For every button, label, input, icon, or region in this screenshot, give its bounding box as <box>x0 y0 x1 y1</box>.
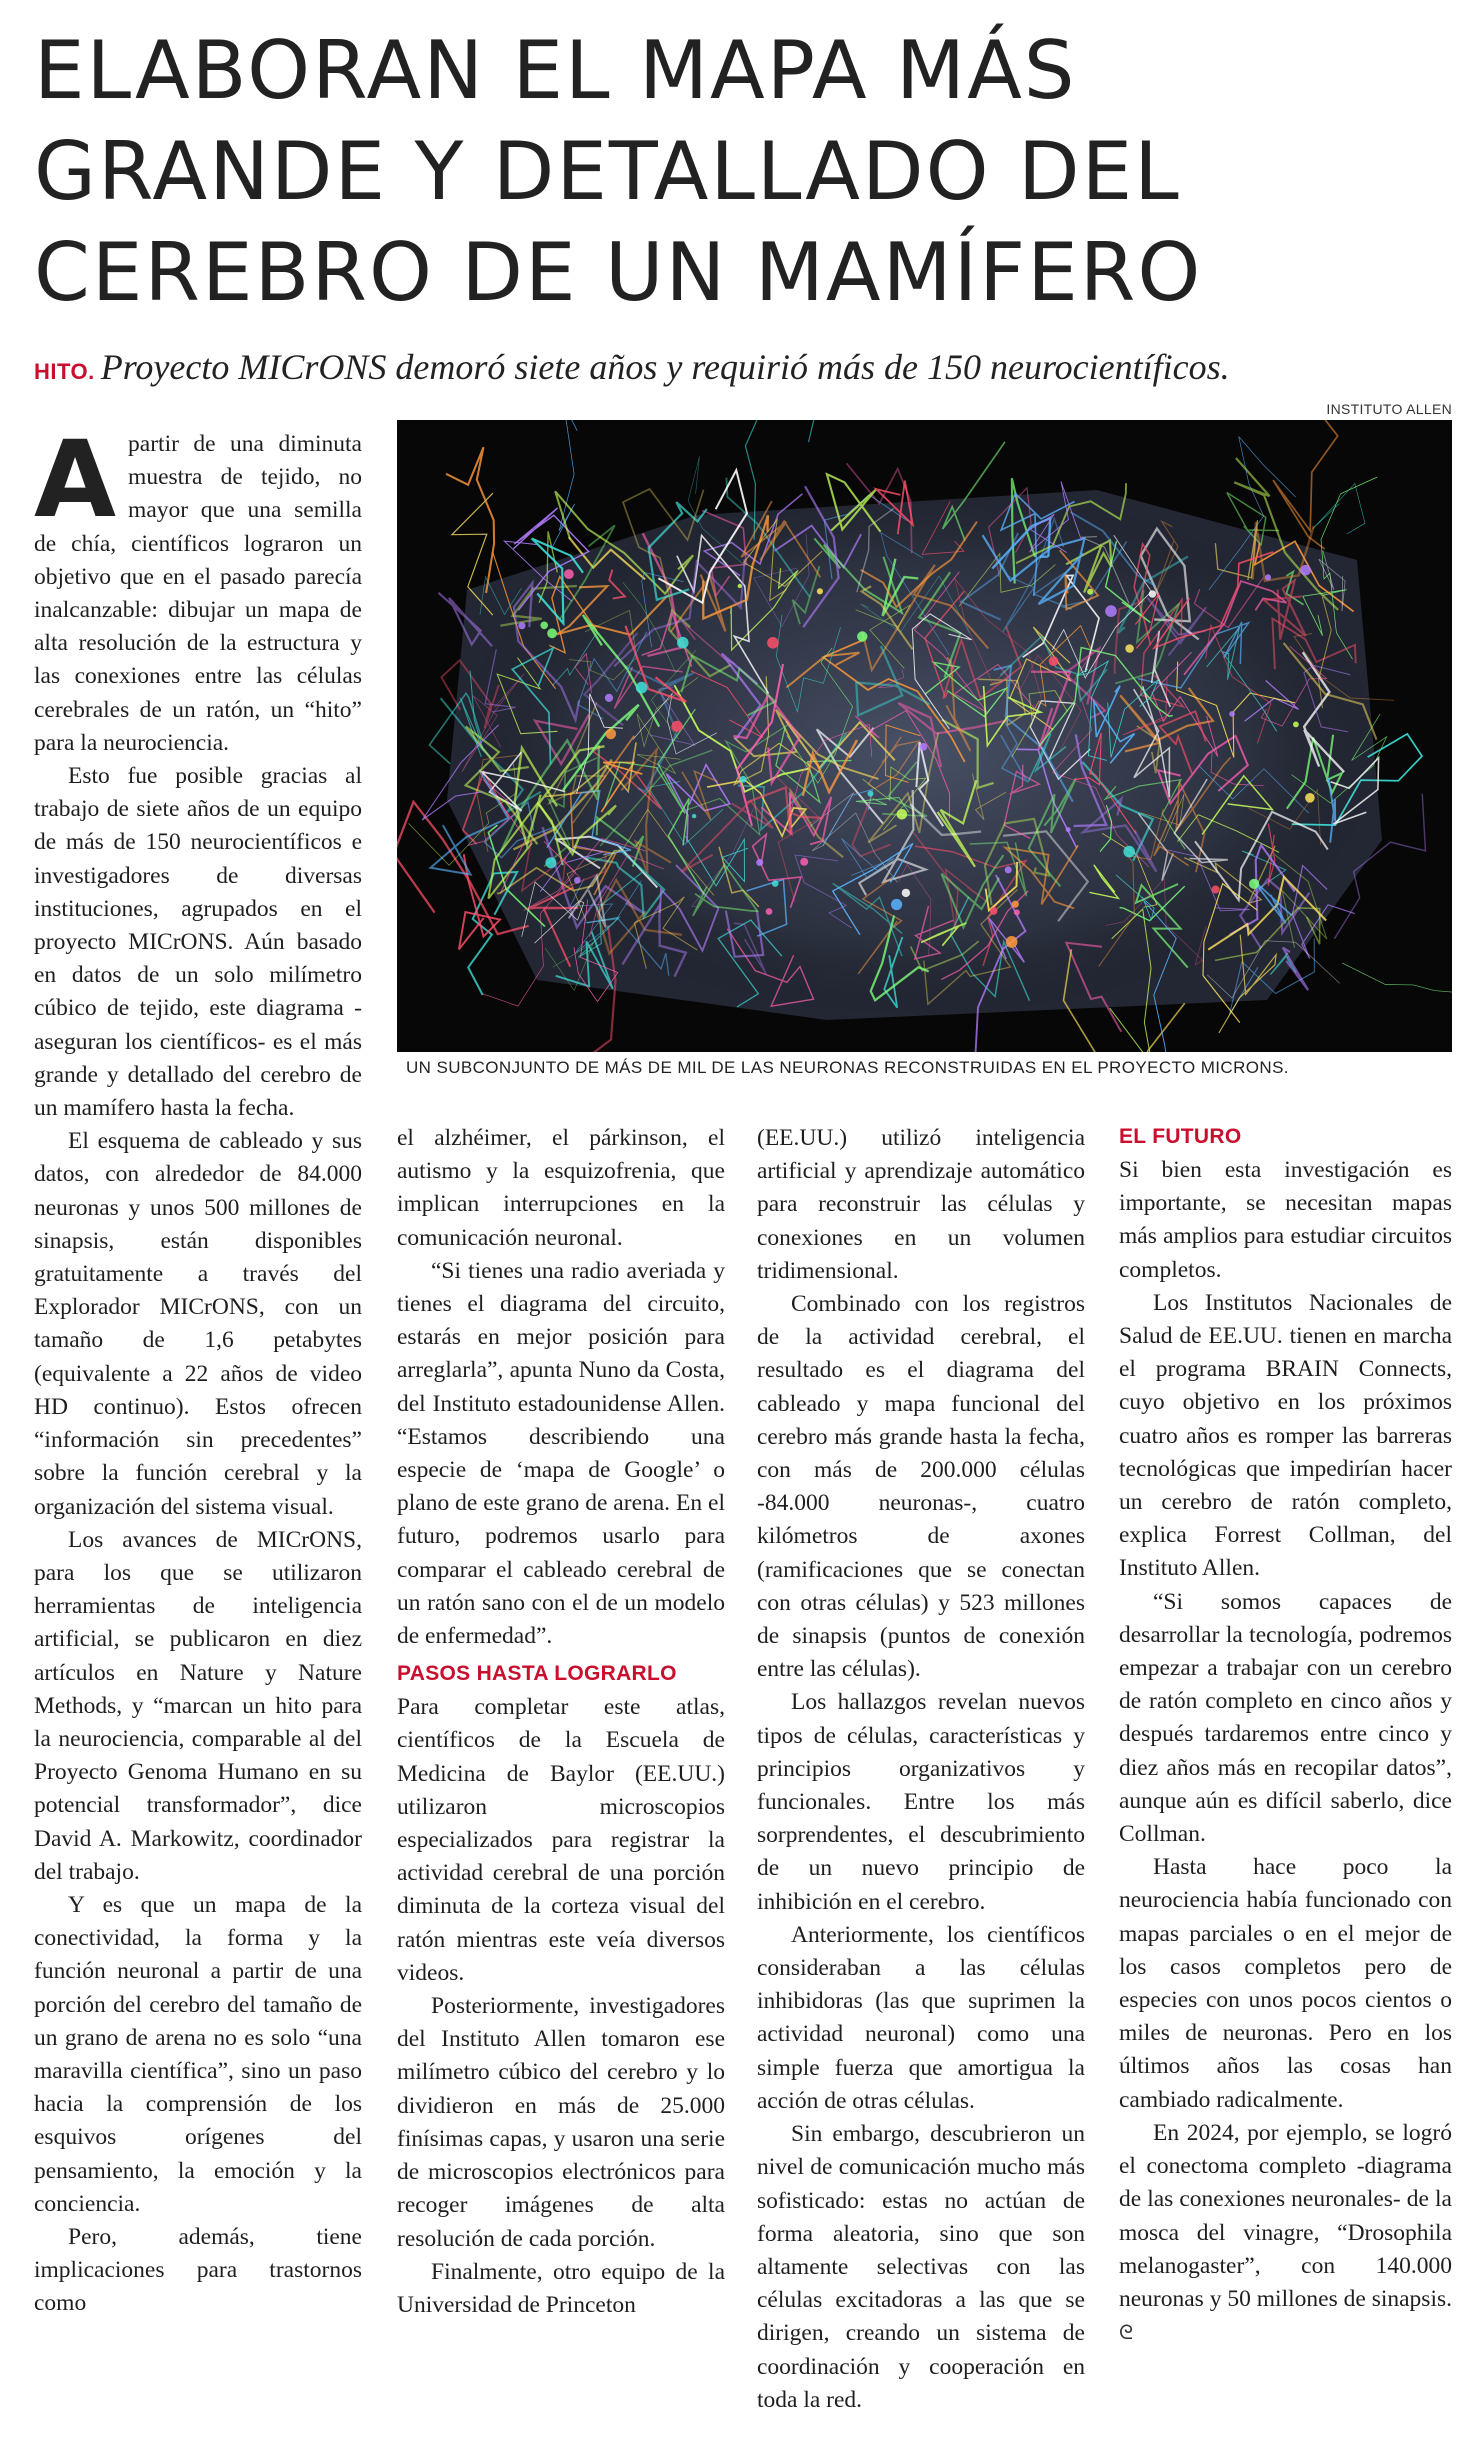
paragraph: Esto fue posible gracias al trabajo de siete años de un equipo de más de 150 neurocientíficos e investigadores de diversas instituciones, agrupados en el proyecto MICrONS. Aún basado en datos de un solo milímetro cúbico de tejido, este diagrama -aseguran los científicos- es el más grande y detallado del cerebro de un mamífero hasta la fecha. <box>34 763 362 1122</box>
neuron-soma <box>677 637 689 649</box>
neuron-soma <box>606 729 617 740</box>
neuron-soma <box>1005 866 1012 873</box>
paragraph: Sin embargo, descubrieron un nivel de comunicación mucho más sofisticado: estas no actúan de forma aleatoria, sino que son altamente selectivas con las células excitadoras a las que se dirigen, creando un sistema de coordinación y cooperación en toda la red. <box>757 2121 1085 2413</box>
neuron-strand <box>1342 963 1452 1029</box>
neuron-soma <box>1265 574 1271 580</box>
neuron-soma <box>800 858 808 866</box>
paragraph: Si bien esta investigación es importante, se necesitan mapas más amplios para estudiar circuitos completos. <box>1119 1157 1452 1283</box>
headline <box>34 20 1434 323</box>
neuron-soma <box>1305 793 1315 803</box>
neuron-soma <box>740 776 747 783</box>
neuron-soma <box>1087 589 1093 595</box>
neuron-soma <box>1105 605 1117 617</box>
paragraph: Los Institutos Nacionales de Salud de EE.UU. tienen en marcha el programa BRAIN Connects, cuyo objetivo en los próximos cuatro años es romper las barreras tecnológicas que impedirían hacer un cerebro de ratón completo, explica Forrest Collman, del Instituto Allen. <box>1119 1289 1452 1582</box>
neuron-soma <box>857 631 867 641</box>
neuron-soma <box>692 814 696 818</box>
paragraph: Hasta hace poco la neurociencia había funcionado con mapas parciales o en el mejor de los casos completos pero de especies con unos pocos cientos o miles de neuronas. Pero en los últimos años las cosas han cambiado radicalmente. <box>1119 1854 1452 2113</box>
subhead-kicker: HITO. <box>34 359 95 384</box>
headline-line-1: ELABORAN EL MAPA MÁS <box>34 24 1077 117</box>
neuron-strand <box>1313 484 1365 534</box>
paragraph: Anteriormente, los científicos consideraban a las células inhibidoras (las que suprimen la actividad neuronal) como una simple fuerza que amortigua la acción de otras células. <box>757 1921 1085 2114</box>
neuron-soma <box>1123 846 1135 858</box>
neuron-soma <box>1293 722 1299 728</box>
column-2 <box>397 1122 725 2322</box>
neuron-soma <box>564 569 574 579</box>
column-1 <box>34 418 362 2321</box>
neuron-strand <box>552 420 577 548</box>
neuron-soma <box>891 899 902 910</box>
neuron-soma <box>1212 886 1220 894</box>
paragraph: Y es que un mapa de la conectividad, la forma y la función neuronal a partir de una porción del cerebro del tamaño de un grano de arena no es solo “una maravilla científica”, sino un paso hacia la comprensión de los esquivos orígenes del pensamiento, la emoción y la conciencia. <box>34 1891 362 2217</box>
neuron-soma <box>817 588 823 594</box>
neuron-soma <box>1229 711 1235 717</box>
neuron-soma <box>540 622 548 630</box>
neuron-soma <box>1125 644 1134 653</box>
column-4 <box>1119 1122 1452 2349</box>
neuron-soma <box>1300 565 1311 576</box>
neuron-soma <box>868 791 874 797</box>
neuron-soma <box>1006 936 1018 948</box>
neuron-soma <box>545 857 556 868</box>
neuron-illustration <box>397 420 1452 1052</box>
paragraph: Los hallazgos revelan nuevos tipos de células, características y principios organizativos y funcionales. Entre los más sorprendentes, el descubrimiento de un nuevo principio de inhibición en el cerebro. <box>757 1689 1085 1915</box>
paragraph: el alzhéimer, el párkinson, el autismo y la esquizofrenia, que implican interrupciones en la comunicación neuronal. <box>397 1125 725 1251</box>
end-mark-icon: ᘓ <box>1119 2320 1134 2345</box>
neuron-soma <box>920 743 928 751</box>
neuron-soma <box>605 694 613 702</box>
paragraph: Combinado con los registros de la actividad cerebral, el resultado es el diagrama del cableado y mapa funcional del cerebro más grande hasta la fecha, con más de 200.000 células -84.000 neuronas-, cuatro kilómetros de axones (ramificaciones que se conectan con otras células) y 523 millones de sinapsis (puntos de conexión entre las células). <box>757 1291 1085 1683</box>
column-3 <box>757 1122 1085 2417</box>
section-heading-pasos: PASOS HASTA LOGRARLO <box>397 1662 677 1686</box>
neuron-soma <box>1249 879 1259 889</box>
neuron-soma <box>767 637 779 649</box>
neuron-soma <box>1014 909 1020 915</box>
neuron-soma <box>547 628 557 638</box>
neuron-soma <box>897 809 908 820</box>
neuron-soma <box>671 721 682 732</box>
paragraph: Apartir de una diminuta muestra de tejido, no mayor que una semilla de chía, científicos lograron un objetivo que en el pasado parecía inalcanzable: dibujar un mapa de alta resolución de la estructura y las conexiones entre las células cerebrales de un ratón, un “hito” para la neurociencia. <box>34 418 362 756</box>
subhead <box>34 346 1454 388</box>
photo-credit: INSTITUTO ALLEN <box>1326 401 1452 417</box>
paragraph: “Si tienes una radio averiada y tienes el diagrama del circuito, estarás en mejor posición para arreglarla”, apunta Nuno da Costa, del Instituto estadounidense Allen. “Estamos describiendo una especie de ‘mapa de Google’ o plano de este grano de arena. En el futuro, podremos usarlo para comparar el cableado cerebral de un ratón sano con el de un modelo de enfermedad”. <box>397 1257 725 1650</box>
headline-line-2: GRANDE Y DETALLADO DEL <box>34 125 1181 218</box>
subhead-text: Proyecto MICrONS demoró siete años y requirió más de 150 neurocientíficos. <box>100 347 1230 387</box>
neuron-soma <box>636 682 648 694</box>
paragraph: En 2024, por ejemplo, se logró el conectoma completo -diagrama de las conexiones neuronales- de la mosca del vinagre, “Drosophila melanogaster”, con 140.000 neuronas y 50 millones de sinapsis. ᘓ <box>1119 2119 1452 2345</box>
neuron-reconstruction-image <box>397 420 1452 1052</box>
paragraph: Los avances de MICrONS, para los que se utilizaron herramientas de inteligencia artificial, se publicaron en diez artículos en Nature y Nature Methods, y “marcan un hito para la neurociencia, comparable al del Proyecto Genoma Humano en su potencial transformador”, dice David A. Markowitz, coordinador del trabajo. <box>34 1526 362 1885</box>
paragraph: (EE.UU.) utilizó inteligencia artificial y aprendizaje automático para reconstruir las células y conexiones en un volumen tridimensional. <box>757 1125 1085 1284</box>
neuron-soma <box>738 584 742 588</box>
neuron-soma <box>1066 827 1071 832</box>
neuron-soma <box>1149 590 1156 597</box>
headline-line-3: CEREBRO DE UN MAMÍFERO <box>34 226 1203 319</box>
paragraph: Finalmente, otro equipo de la Universidad de Princeton <box>397 2258 725 2318</box>
section-heading-futuro: EL FUTURO <box>1119 1125 1242 1148</box>
paragraph: Pero, además, tiene implicaciones para trastornos como <box>34 2223 362 2317</box>
neuron-soma <box>990 907 998 915</box>
paragraph: Para completar este atlas, científicos de la Escuela de Medicina de Baylor (EE.UU.) utilizaron microscopios especializados para registrar la actividad cerebral de una porción diminuta de la corteza visual del ratón mientras este veía diversos videos. <box>397 1694 725 1986</box>
neuron-soma <box>756 859 763 866</box>
neuron-strand <box>446 447 494 593</box>
paragraph: Posteriormente, investigadores del Instituto Allen tomaron ese milímetro cúbico del cerebro y lo dividieron en más de 25.000 finísimas capas, y usaron una serie de microscopios electrónicos para recoger imágenes de alta resolución de cada porción. <box>397 1993 725 2252</box>
neuron-soma <box>574 877 581 884</box>
neuron-soma <box>772 880 779 887</box>
neuron-soma <box>518 622 525 629</box>
neuron-soma <box>766 908 773 915</box>
paragraph: El esquema de cableado y sus datos, con alrededor de 84.000 neuronas y unos 500 millones de sinapsis, están disponibles gratuitamente a través del Explorador MICrONS, con un tamaño de 1,6 petabytes (equivalente a 22 años de video HD continuo). Estos ofrecen “información sin precedentes” sobre la función cerebral y la organización del sistema visual. <box>34 1128 362 1520</box>
paragraph: “Si somos capaces de desarrollar la tecnología, podremos empezar a trabajar con un cerebro de ratón completo en cinco años y después tardaremos entre cinco y diez años más en recopilar datos”, aunque aún es difícil saberlo, dice Collman. <box>1119 1588 1452 1848</box>
neuron-soma <box>902 889 910 897</box>
neuron-soma <box>1049 656 1059 666</box>
drop-cap: A <box>34 418 117 541</box>
photo-caption: UN SUBCONJUNTO DE MÁS DE MIL DE LAS NEURONAS RECONSTRUIDAS EN EL PROYECTO MICRONS. <box>406 1058 1289 1077</box>
neuron-soma <box>1012 901 1019 908</box>
